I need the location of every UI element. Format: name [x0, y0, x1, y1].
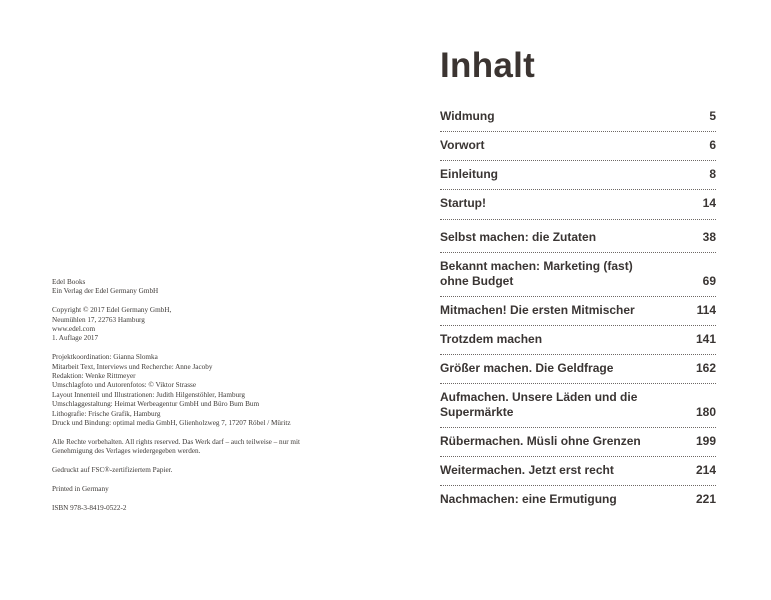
publisher-block	[52, 278, 382, 297]
website-line: www.edel.com	[52, 325, 96, 334]
dotted-divider	[440, 131, 716, 132]
toc-entry	[440, 109, 716, 124]
copyright-line: Copyright © 2017 Edel Germany GmbH,	[52, 306, 172, 315]
toc-entry-page: 69	[702, 274, 716, 288]
toc-entry	[440, 492, 716, 507]
copyright-block	[52, 306, 382, 344]
dotted-divider	[440, 383, 716, 384]
dotted-divider	[440, 160, 716, 161]
dotted-divider	[440, 252, 716, 253]
toc-entry-page: 214	[695, 463, 716, 477]
toc-entry-page: 8	[709, 167, 716, 181]
toc-entry-title: Rübermachen. Müsli ohne Grenzen	[440, 434, 641, 448]
toc-entry	[440, 463, 716, 478]
isbn: ISBN 978-3-8419-0522-2	[52, 503, 127, 512]
toc-entry	[440, 434, 716, 449]
toc-entry	[440, 390, 716, 420]
credit-line: Umschlagfoto und Autorenfotos: © Viktor Strasse	[52, 381, 197, 390]
rights-block	[52, 438, 382, 457]
toc-entry-page: 221	[695, 492, 716, 506]
toc-entry-title: Selbst machen: die Zutaten	[440, 230, 597, 244]
toc-entry-page: 141	[695, 332, 716, 346]
toc-entry-title: Einleitung	[440, 167, 498, 181]
credit-line: Druck und Bindung: optimal media GmbH, Glienholzweg 7, 17207 Röbel / Müritz	[52, 419, 291, 428]
toc-entry-title: Startup!	[440, 196, 486, 210]
toc-entry	[440, 196, 716, 211]
publisher-line: Ein Verlag der Edel Germany GmbH	[52, 287, 159, 296]
toc-entry	[440, 332, 716, 347]
address-line: Neumühlen 17, 22763 Hamburg	[52, 315, 145, 324]
toc-entry-title: Aufmachen. Unsere Läden und die Supermärkte	[440, 390, 638, 419]
publisher-name: Edel Books	[52, 278, 86, 286]
rights-line: Alle Rechte vorbehalten. All rights reserved. Das Werk darf – auch teilweise – nur mit	[52, 437, 300, 446]
toc-entry	[440, 167, 716, 182]
dotted-divider	[440, 354, 716, 355]
toc-entry-title: Bekannt machen: Marketing (fast) ohne Budget	[440, 259, 633, 288]
credit-line: Layout Innenteil und Illustrationen: Judith Hilgenstöhler, Hamburg	[52, 390, 246, 399]
credit-line: Lithografie: Frische Grafik, Hamburg	[52, 409, 161, 418]
toc-entry	[440, 230, 716, 245]
toc-entry-page: 6	[709, 138, 716, 152]
credit-line: Projektkoordination: Gianna Slomka	[52, 353, 158, 362]
toc-entry-page: 162	[695, 361, 716, 375]
toc-entry-title: Mitmachen! Die ersten Mitmischer	[440, 303, 635, 317]
credits-block	[52, 353, 382, 428]
toc-entry-title: Größer machen. Die Geldfrage	[440, 361, 614, 375]
toc-entry-page: 14	[702, 196, 716, 210]
rights-line: Genehmigung des Verlages wiedergegeben werden.	[52, 447, 201, 456]
toc-entry-page: 38	[702, 230, 716, 244]
dotted-divider	[440, 325, 716, 326]
toc-entry-title: Nachmachen: eine Ermutigung	[440, 492, 617, 506]
dotted-divider	[440, 456, 716, 457]
toc-entry-page: 114	[696, 303, 716, 317]
toc-entry	[440, 361, 716, 376]
toc-entry-page: 180	[695, 405, 716, 419]
toc-entry-title: Widmung	[440, 109, 495, 123]
toc-entry	[440, 303, 716, 318]
dotted-divider	[440, 189, 716, 190]
toc-entry-title: Weitermachen. Jetzt erst recht	[440, 463, 614, 477]
credit-line: Mitarbeit Text, Interviews und Recherche: Anne Jacoby	[52, 362, 213, 371]
edition-line: 1. Auflage 2017	[52, 334, 99, 343]
imprint	[52, 278, 382, 522]
dotted-divider	[440, 219, 716, 220]
printed-note: Printed in Germany	[52, 484, 109, 493]
dotted-divider	[440, 427, 716, 428]
credit-line: Redaktion: Wenke Rittmeyer	[52, 372, 136, 381]
dotted-divider	[440, 485, 716, 486]
toc-entry-title: Vorwort	[440, 138, 485, 152]
paper-note: Gedruckt auf FSC®-zertifiziertem Papier.	[52, 466, 173, 475]
toc-title: Inhalt	[440, 46, 536, 85]
credit-line: Umschlaggestaltung: Heimat Werbeagentur GmbH und Büro Bum Bum	[52, 400, 260, 409]
toc-entry-page: 5	[709, 109, 716, 123]
toc-entry-title: Trotzdem machen	[440, 332, 543, 346]
toc-entry-page: 199	[695, 434, 716, 448]
toc-entry	[440, 138, 716, 153]
dotted-divider	[440, 296, 716, 297]
toc-entry	[440, 259, 716, 289]
